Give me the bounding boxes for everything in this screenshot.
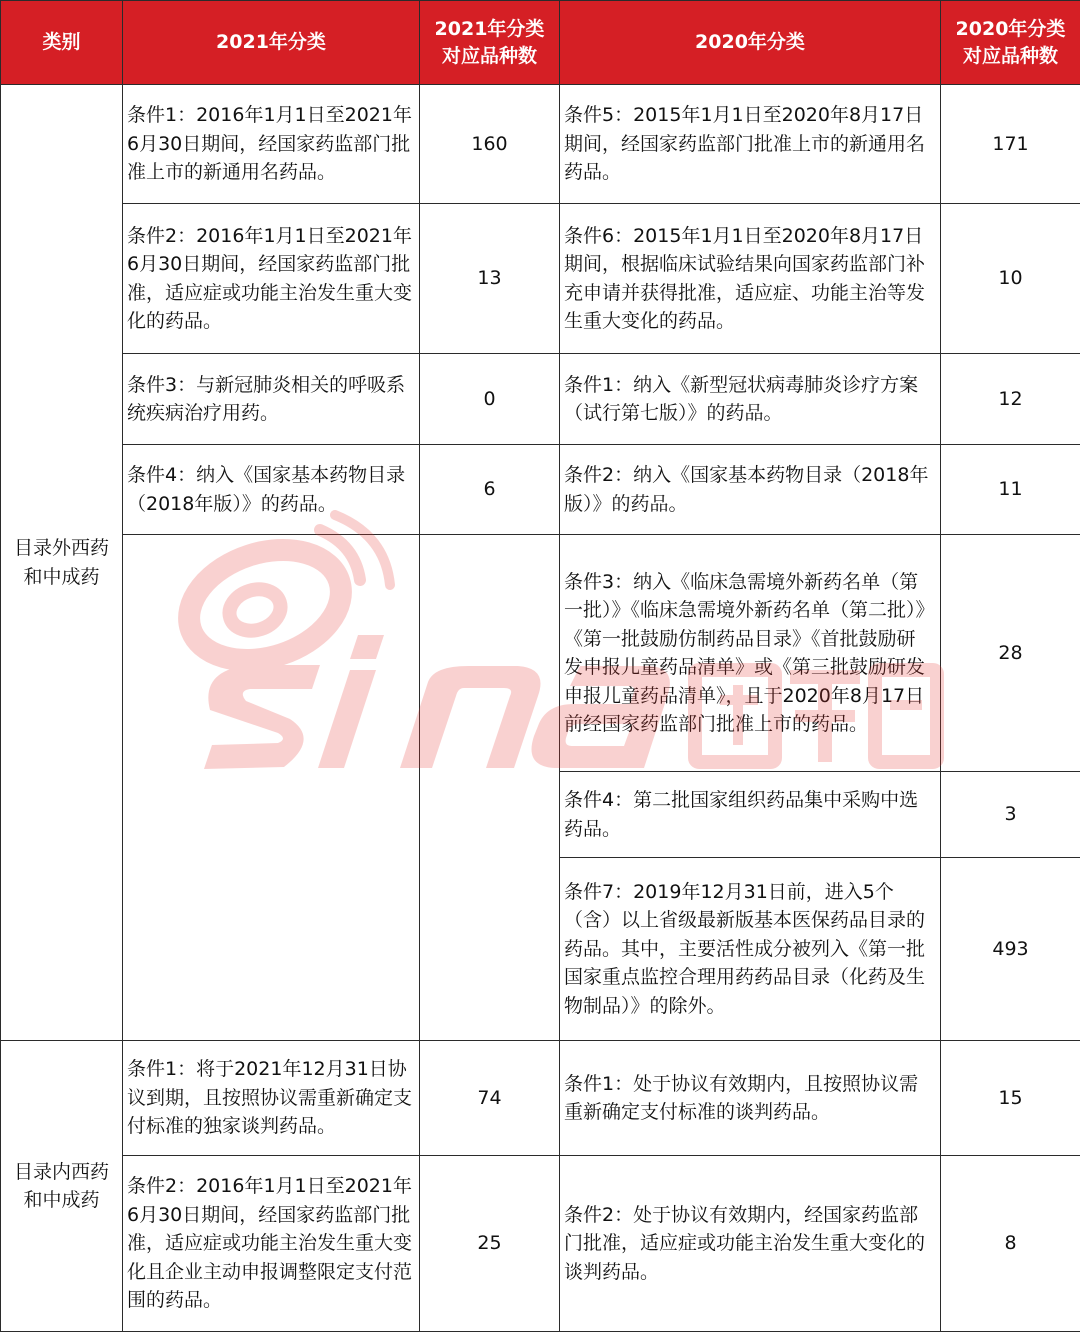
- count-2020: 8: [941, 1156, 1080, 1332]
- count-2021: 74: [420, 1041, 560, 1156]
- count-2021: 25: [420, 1156, 560, 1332]
- condition-2021: 条件2：2016年1月1日至2021年6月30日期间，经国家药监部门批准，适应症或功能主治发生重大变化且企业主动申报调整限定支付范围的药品。: [123, 1156, 420, 1332]
- header-2020-classification: 2020年分类: [560, 1, 941, 85]
- condition-2020: 条件2：处于协议有效期内，经国家药监部门批准，适应症或功能主治发生重大变化的谈判药品。: [560, 1156, 941, 1332]
- count-2020: 3: [941, 772, 1080, 858]
- count-2021: 0: [420, 354, 560, 445]
- count-2020: 11: [941, 445, 1080, 535]
- group-inside-catalog: 目录内西药和中成药: [1, 1041, 123, 1332]
- count-2021: 6: [420, 445, 560, 535]
- table-row: [1, 1156, 1080, 1332]
- condition-2021: 条件1：2016年1月1日至2021年6月30日期间，经国家药监部门批准上市的新通用名药品。: [123, 85, 420, 204]
- count-2020: 28: [941, 535, 1080, 772]
- count-2020: 15: [941, 1041, 1080, 1156]
- condition-2020: 条件2：纳入《国家基本药物目录（2018年版）》的药品。: [560, 445, 941, 535]
- count-2020: 493: [941, 858, 1080, 1041]
- condition-2021: 条件2：2016年1月1日至2021年6月30日期间，经国家药监部门批准，适应症或功能主治发生重大变化的药品。: [123, 204, 420, 354]
- header-2021-classification: 2021年分类: [123, 1, 420, 85]
- condition-2020: 条件7：2019年12月31日前，进入5个（含）以上省级最新版基本医保药品目录的药品。其中，主要活性成分被列入《第一批国家重点监控合理用药药品目录（化药及生物制品）》的除外。: [560, 858, 941, 1041]
- condition-2021: 条件3：与新冠肺炎相关的呼吸系统疾病治疗用药。: [123, 354, 420, 445]
- table-row: [1, 1041, 1080, 1156]
- header-2020-count-line1: 2020年分类: [941, 16, 1080, 43]
- condition-2020: 条件6：2015年1月1日至2020年8月17日期间，根据临床试验结果向国家药监部门补充申请并获得批准，适应症、功能主治等发生重大变化的药品。: [560, 204, 941, 354]
- condition-2020: 条件4：第二批国家组织药品集中采购中选药品。: [560, 772, 941, 858]
- condition-2021: 条件4：纳入《国家基本药物目录（2018年版）》的药品。: [123, 445, 420, 535]
- count-2020: 12: [941, 354, 1080, 445]
- table-row: [1, 354, 1080, 445]
- header-2021-count-line2: 对应品种数: [420, 43, 559, 70]
- header-category: 类别: [1, 1, 123, 85]
- header-2021-count: [420, 1, 560, 85]
- empty-2021-condition-cell: [123, 535, 420, 1041]
- header-row: [1, 1, 1080, 85]
- count-2020: 171: [941, 85, 1080, 204]
- table-row: [1, 445, 1080, 535]
- empty-2021-count-cell: [420, 535, 560, 1041]
- table-row: [1, 204, 1080, 354]
- header-2020-count: [941, 1, 1080, 85]
- header-2021-count-line1: 2021年分类: [420, 16, 559, 43]
- count-2020: 10: [941, 204, 1080, 354]
- condition-2020: 条件1：处于协议有效期内，且按照协议需重新确定支付标准的谈判药品。: [560, 1041, 941, 1156]
- table-row: [1, 85, 1080, 204]
- header-2020-count-line2: 对应品种数: [941, 43, 1080, 70]
- count-2021: 160: [420, 85, 560, 204]
- group-outside-catalog: 目录外西药和中成药: [1, 85, 123, 1041]
- condition-2020: 条件3：纳入《临床急需境外新药名单（第一批）》《临床急需境外新药名单（第二批）》《第一批鼓励仿制药品目录》《首批鼓励研发申报儿童药品清单》或《第三批鼓励研发申报儿童药品清单》，且于2020年8月17日前经国家药监部门批准上市的药品。: [560, 535, 941, 772]
- condition-2021: 条件1：将于2021年12月31日协议到期，且按照协议需重新确定支付标准的独家谈判药品。: [123, 1041, 420, 1156]
- count-2021: 13: [420, 204, 560, 354]
- condition-2020: 条件5：2015年1月1日至2020年8月17日期间，经国家药监部门批准上市的新通用名药品。: [560, 85, 941, 204]
- condition-2020: 条件1：纳入《新型冠状病毒肺炎诊疗方案（试行第七版）》的药品。: [560, 354, 941, 445]
- table-row: [1, 535, 1080, 772]
